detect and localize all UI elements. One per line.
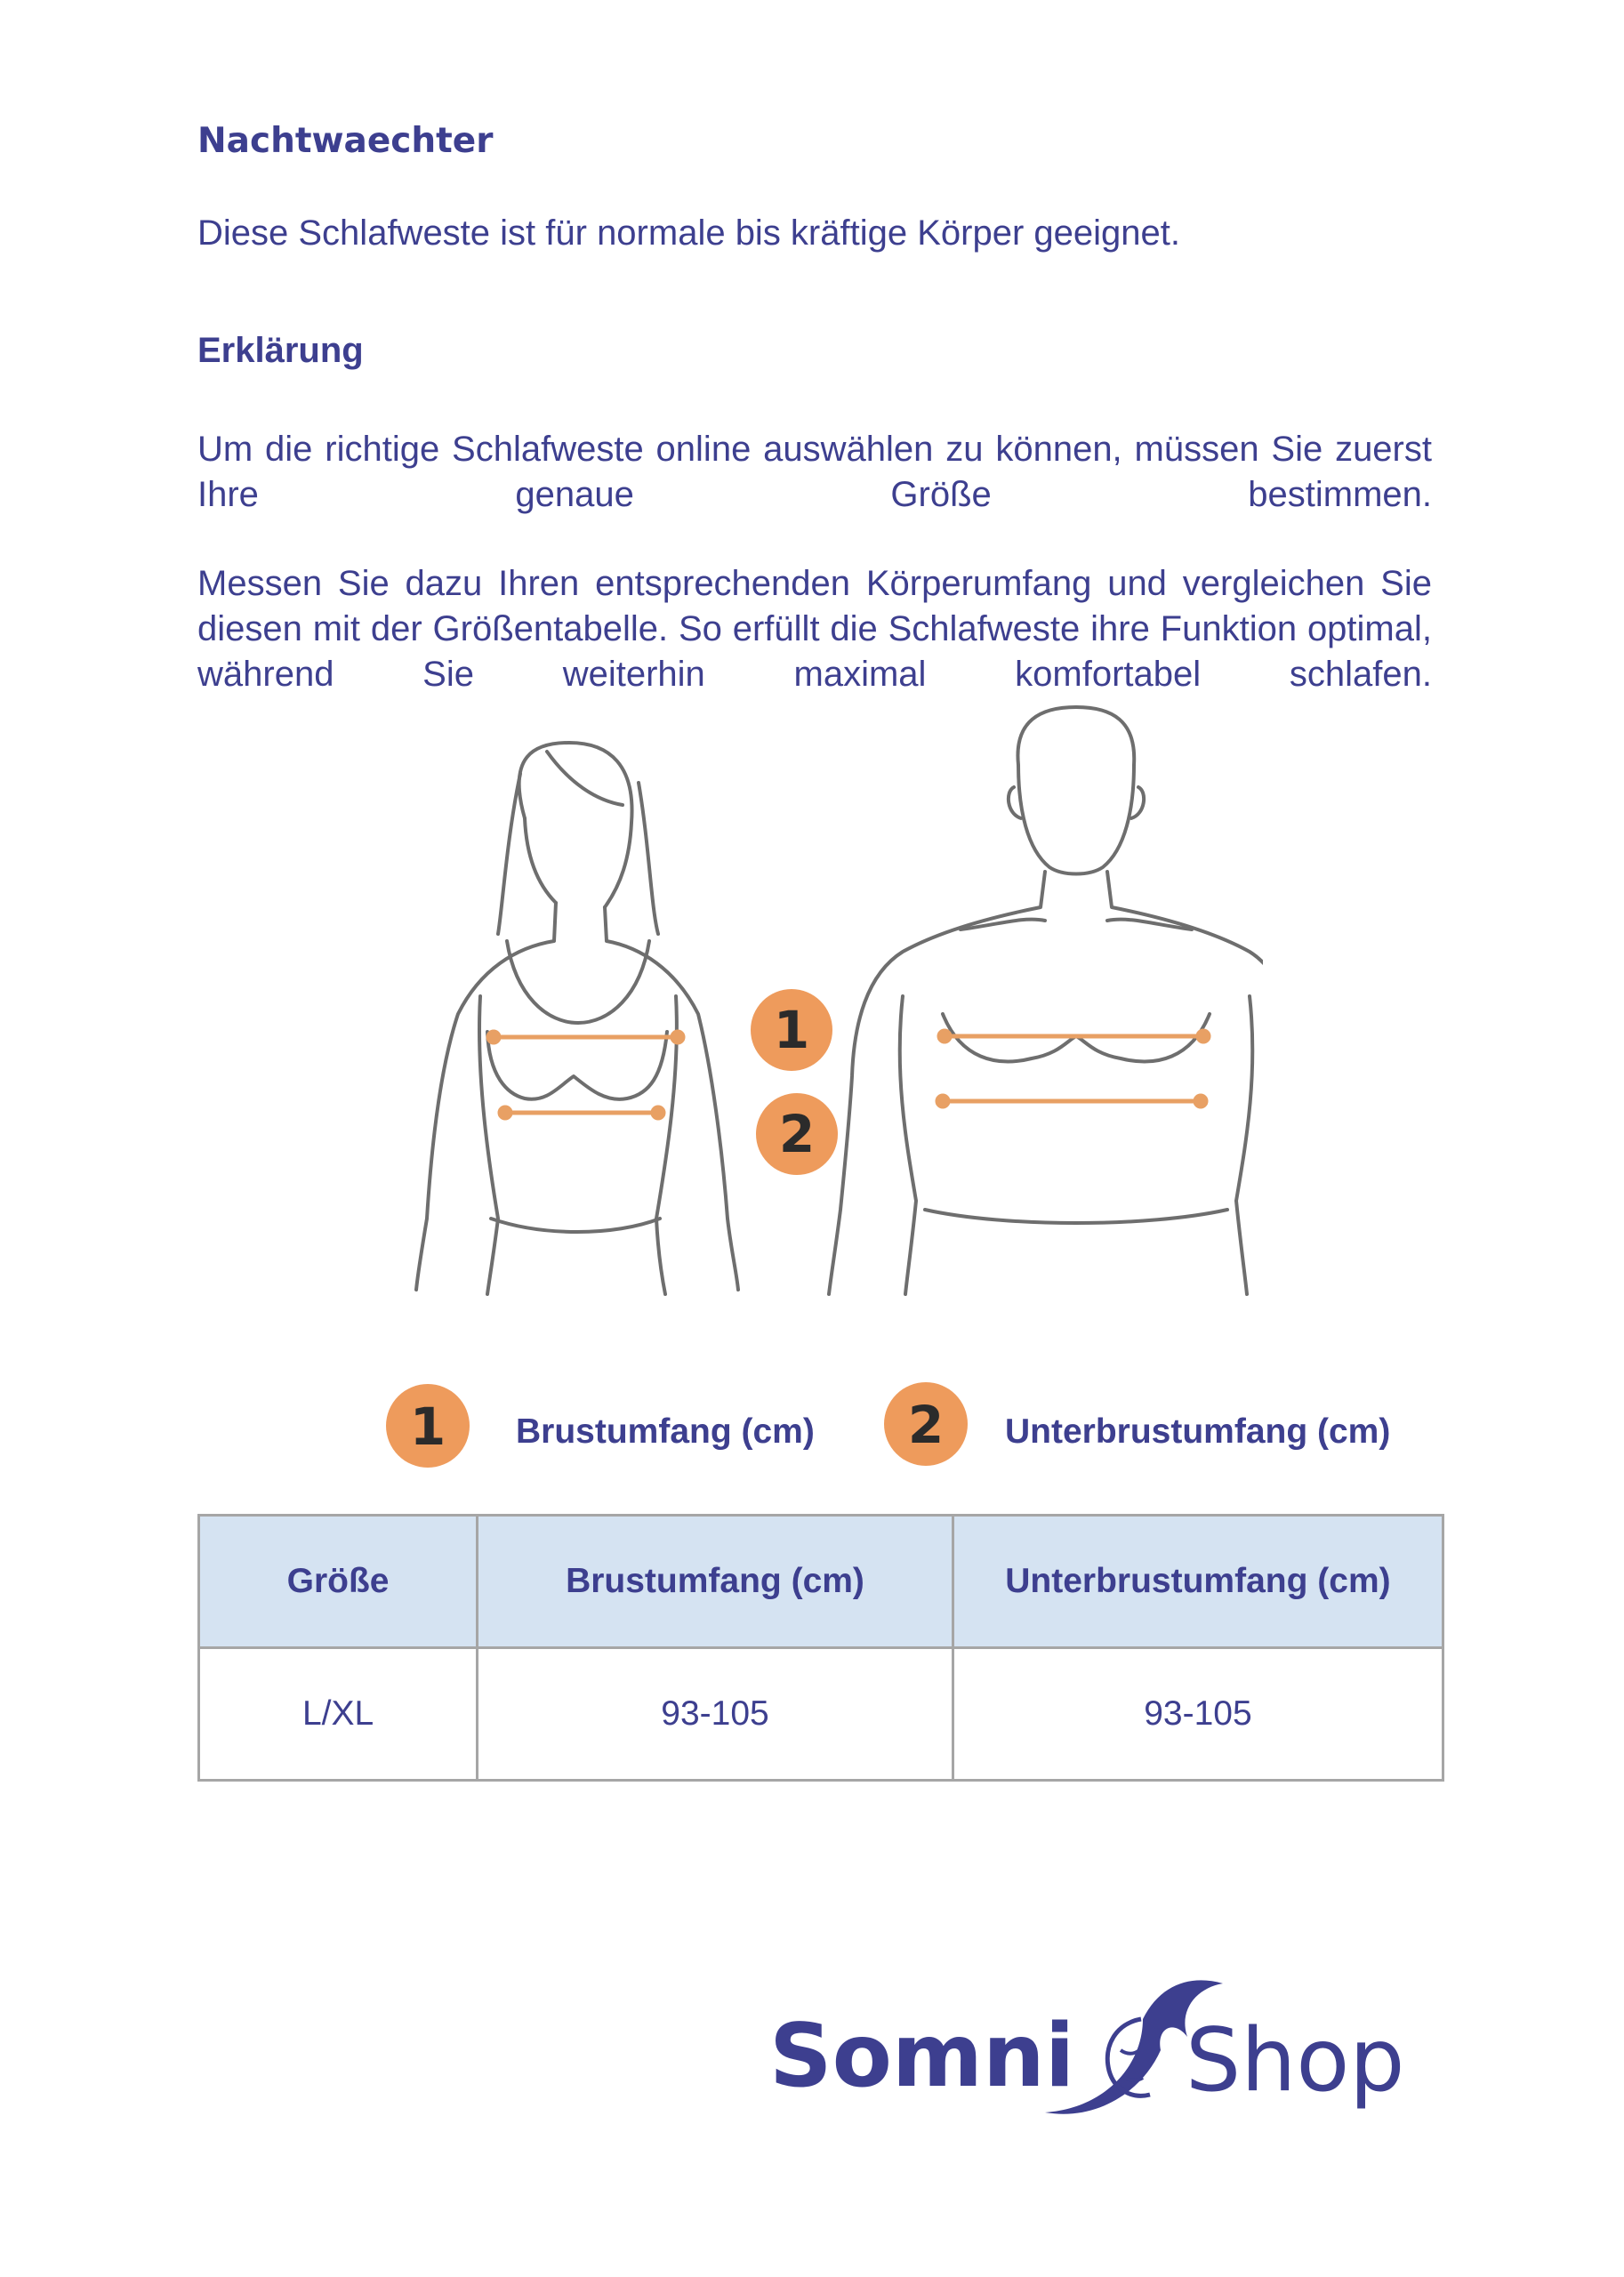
explanation-heading: Erklärung	[197, 331, 364, 370]
header-size: Größe	[199, 1516, 478, 1648]
logo-text-shop: Shop	[1186, 2010, 1405, 2112]
somnishop-logo	[769, 1957, 1410, 2135]
marker-1-badge	[751, 989, 832, 1071]
document-title: Nachtwaechter	[197, 121, 494, 161]
header-bust: Brustumfang (cm)	[478, 1516, 953, 1648]
legend-2-badge	[882, 1380, 969, 1468]
legend-2-number: 2	[907, 1395, 945, 1455]
body-measurement-illustration	[391, 703, 1263, 1307]
table-row	[199, 1648, 1443, 1781]
logo-text-somni: Somni	[769, 2006, 1075, 2107]
cell-underbust: 93-105	[953, 1648, 1443, 1781]
legend-1-number: 1	[409, 1396, 446, 1457]
size-table-header-row	[199, 1516, 1443, 1648]
cell-bust: 93-105	[478, 1648, 953, 1781]
marker-2-badge	[756, 1093, 838, 1175]
header-underbust: Unterbrustumfang (cm)	[953, 1516, 1443, 1648]
legend-2-label: Unterbrustumfang (cm)	[1005, 1412, 1391, 1451]
legend-1-label: Brustumfang (cm)	[516, 1412, 815, 1451]
legend-1-badge	[384, 1382, 471, 1469]
explanation-paragraph-1: Um die richtige Schlafweste online auswählen zu können, müssen Sie zuerst Ihre genaue Größe bestimmen.	[197, 430, 1432, 514]
explanation-paragraph-2: Messen Sie dazu Ihren entsprechenden Körperumfang und vergleichen Sie diesen mit der Größentabelle. So erfüllt die Schlafweste ihre Funktion optimal, während Sie weiterhin maximal komfortabel schlafen.	[197, 564, 1432, 694]
marker-2-label: 2	[778, 1104, 816, 1164]
size-table	[197, 1514, 1444, 1782]
intro-text: Diese Schlafweste ist für normale bis kräftige Körper geeignet.	[197, 213, 1180, 253]
cell-size: L/XL	[199, 1648, 478, 1781]
male-figure-icon	[829, 707, 1263, 1294]
female-figure-icon	[416, 743, 738, 1294]
marker-1-label: 1	[773, 1000, 810, 1060]
